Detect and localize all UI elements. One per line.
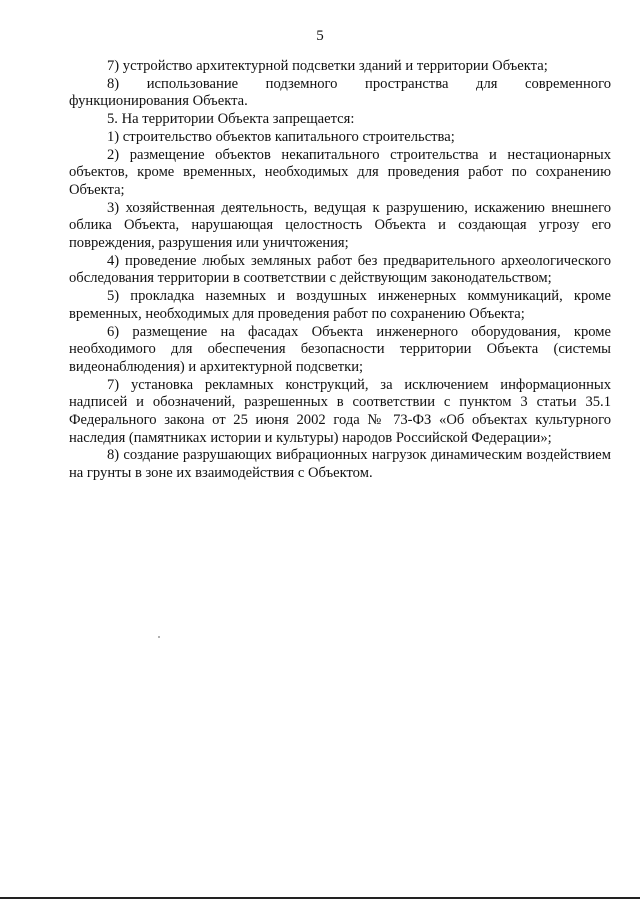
scan-speck xyxy=(158,636,160,638)
scan-bottom-edge xyxy=(0,897,640,899)
page-number: 5 xyxy=(316,28,324,44)
prohibition-item-8: 8) создание разрушающих вибрационных нагрузок динамическим воздействием на грунты в зоне их взаимодействия с Объектом. xyxy=(69,447,611,482)
prohibition-item-1: 1) строительство объектов капитального строительства; xyxy=(107,128,455,145)
paragraph-7-lighting: 7) устройство архитектурной подсветки зданий и территории Объекта; xyxy=(107,58,548,74)
paragraph-8-underground-space: 8) использование подземного пространства для современного функционирования Объекта. xyxy=(69,75,611,110)
prohibition-item-6: 6) размещение на фасадах Объекта инженерного оборудования, кроме необходимого для обеспечения безопасности территории Объекта (системы видеонаблюдения) и архитектурной подсветки; xyxy=(69,323,611,375)
document-body xyxy=(69,58,611,483)
section-5-heading: 5. На территории Объекта запрещается: xyxy=(107,111,355,128)
prohibition-item-2: 2) размещение объектов некапитального строительства и нестационарных объектов, кроме временных, необходимых для проведения работ по сохранению Объекта; xyxy=(69,146,611,198)
prohibition-item-3: 3) хозяйственная деятельность, ведущая к разрушению, искажению внешнего облика Объекта, нарушающая целостность Объекта и создающая угрозу его повреждения, разрушения или уничтожения; xyxy=(69,199,611,252)
prohibition-item-4: 4) проведение любых земляных работ без предварительного археологического обследования территории в соответствии с действующим законодательством; xyxy=(69,252,611,287)
prohibition-item-7: 7) установка рекламных конструкций, за исключением информационных надписей и обозначений, разрешенных в соответствии с пунктом 3 статьи 35.1 Федерального закона от 25 июня 2002 года № 73-ФЗ «Об объектах культурного наследия (памятниках истории и культуры) народов Российской Федерации»; xyxy=(69,376,611,446)
prohibition-item-5: 5) прокладка наземных и воздушных инженерных коммуникаций, кроме временных, необходимых для проведения работ по сохранению Объекта; xyxy=(69,288,611,322)
